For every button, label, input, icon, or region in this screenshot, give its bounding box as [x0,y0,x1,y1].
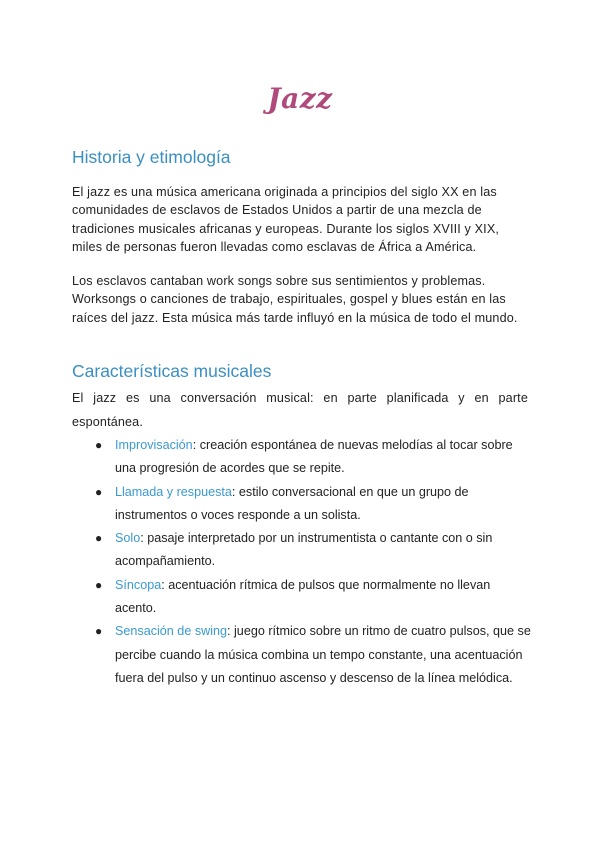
term-link[interactable]: Sensación de swing [115,624,228,639]
item-text: : estilo conversacional en que un grupo de instrumentos o voces responde a un solista. [115,484,469,522]
bullet-icon: ● [95,624,103,639]
heading-historia: Historia y etimología [72,147,231,167]
heading-caracteristicas: Características musicales [72,361,272,381]
term-link[interactable]: Solo [115,531,141,546]
item-text: : acentuación rítmica de pulsos que normalmente no llevan acento. [115,577,491,616]
bullet-icon: ● [95,484,103,499]
item-text: : pasaje interpretado por un instrumentista o cantante con o sin acompañamiento. [115,531,493,569]
features-list [72,434,532,690]
page-title: Jazz [267,82,333,115]
term-link[interactable]: Síncopa [115,577,162,592]
paragraph-caracteristicas-intro: El jazz es una conversación musical: en parte planificada y en parte espontánea. [72,391,528,429]
term-link[interactable]: Llamada y respuesta [115,484,232,499]
list-item [72,620,532,690]
term-link[interactable]: Improvisación [115,438,193,452]
item-text: : juego rítmico sobre un ritmo de cuatro pulsos, que se percibe cuando la música combina un tempo constante, una acentuación fuera del pulso y un continuo ascenso y descenso de la línea melódica. [115,624,531,685]
bullet-icon: ● [95,577,103,592]
list-item [72,481,532,528]
paragraph-historia-2: Los esclavos cantaban work songs sobre sus sentimientos y problemas. Worksongs o canciones de trabajo, espirituales, gospel y blues están en las raíces del jazz. Esta música más tarde influyó en la música de todo el mundo. [72,274,518,325]
list-item [72,574,532,621]
list-item [72,527,532,574]
item-text: : creación espontánea de nuevas melodías al tocar sobre una progresión de acordes que se repite. [115,438,513,476]
list-item [72,434,532,481]
paragraph-historia-1: El jazz es una música americana originada a principios del siglo XX en las comunidades de esclavos de Estados Unidos a partir de una mezcla de tradiciones musicales africanas y europeas. Durante los siglos XVIII y XIX, miles de personas fueron llevadas como esclavas de África a América. [72,185,500,255]
bullet-icon: ● [95,531,103,546]
bullet-icon: ● [95,438,103,452]
